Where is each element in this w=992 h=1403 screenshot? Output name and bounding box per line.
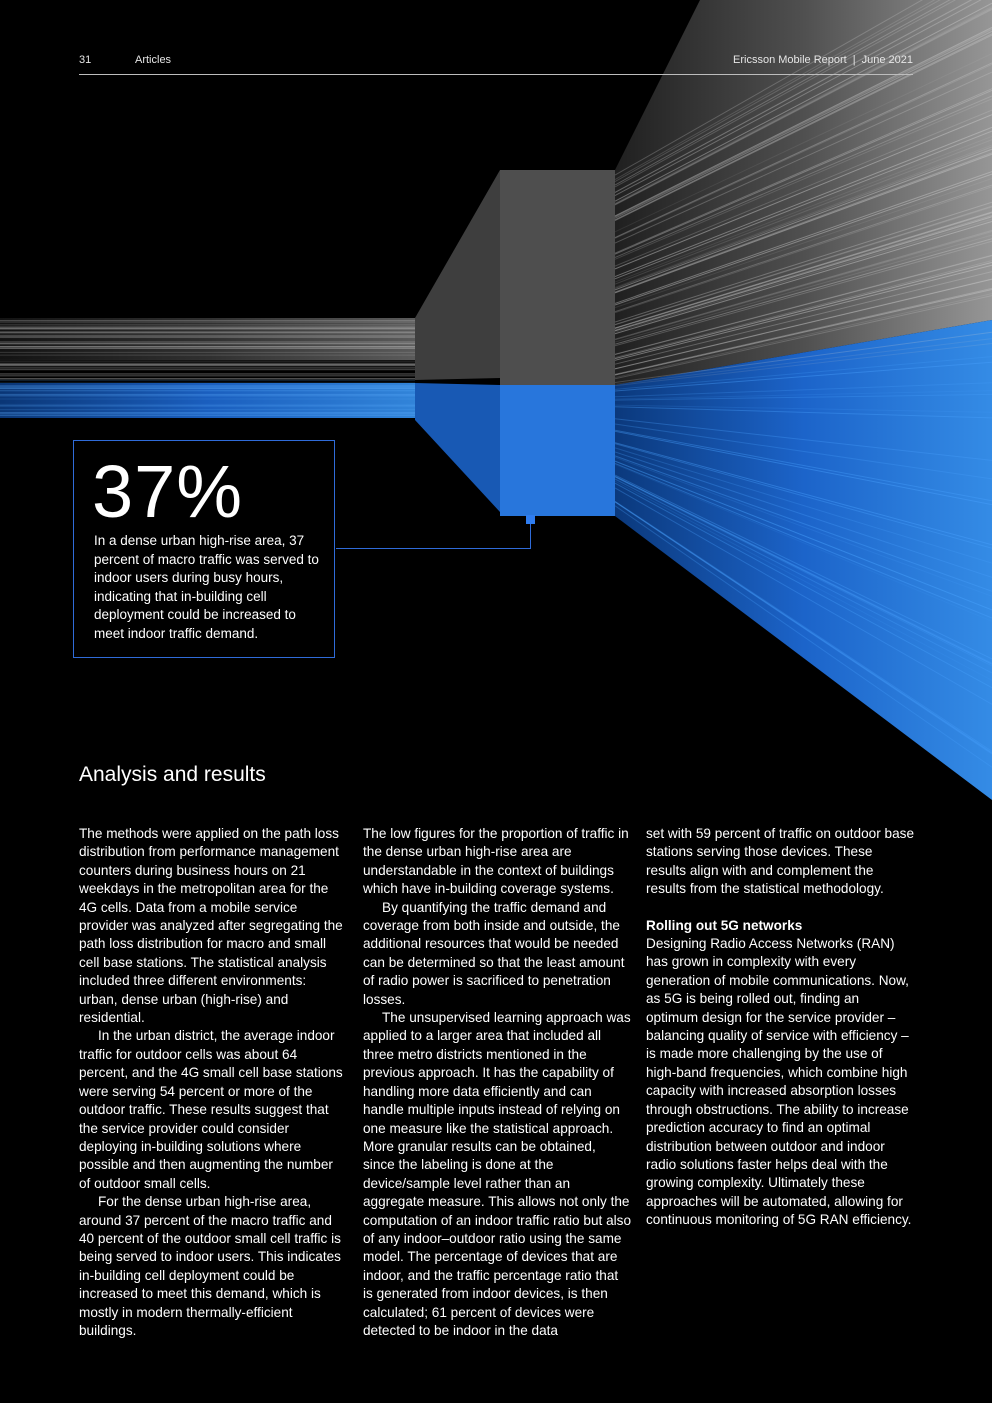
page-number: 31: [79, 54, 92, 66]
section-heading: Analysis and results: [79, 763, 266, 786]
publication-date: June 2021: [861, 54, 913, 66]
paragraph: By quantifying the traffic demand and coverage from both inside and outside, the additional resources that would be needed can be determined so that the least amount of radio power is sacrificed to penetration losses.: [363, 899, 625, 1007]
stat-description: In a dense urban high-rise area, 37 percent of macro traffic was served to indoor users during busy hours, indicating that in-building cell deployment could be increased to meet indoor traffic demand.: [94, 533, 319, 641]
header-separator: |: [852, 54, 856, 66]
text-column-1: [79, 825, 347, 1340]
text-column-2: [363, 825, 631, 1340]
paragraph: The unsupervised learning approach was applied to a larger area that included all three metro districts mentioned in the previous approach. It has the capability of handling more data efficiently and can handle multiple inputs instead of relying on one measure like the statistical approach. More granular results can be obtained, since the labeling is done at the device/sample level rather than an aggregate measure. This allows not only the computation of an indoor traffic ratio but also of any indoor–outdoor ratio using the same model. The percentage of devices that are indoor, and the traffic percentage ratio that is generated from indoor devices, is then calculated; 61 percent of devices were detected to be indoor in the data: [363, 1010, 632, 1338]
text-column-3: [646, 825, 914, 1230]
paragraph: The methods were applied on the path loss distribution from performance management counters during business hours on 21 weekdays in the metropolitan area for the 4G cells. Data from a mobile service provider was analyzed after segregating the path loss distribution for macro and small cell base stations. The statistical analysis included three different environments: urban, dense urban (high-rise) and residential.: [79, 826, 343, 1026]
page-header: [79, 52, 913, 75]
paragraph: Designing Radio Access Networks (RAN) has grown in complexity with every generation of mobile communications. Now, as 5G is being rolled out, finding an optimum design for the service provider – balancing quality of service with efficiency – is made more challenging by the use of high-band frequencies, which combine high capacity with increased absorption losses through obstructions. The ability to increase prediction accuracy to find an optimal distribution between outdoor and indoor radio solutions faster helps deal with the growing complexity. Ultimately these approaches will be automated, allowing for continuous monitoring of 5G RAN efficiency.: [646, 936, 912, 1228]
stat-callout: [73, 440, 335, 658]
paragraph: For the dense urban high-rise area, around 37 percent of the macro traffic and 40 percent of the outdoor small cell traffic is being served to indoor users. This indicates in-building cell deployment could be increased to meet this demand, which is mostly in modern thermally-efficient buildings.: [79, 1194, 341, 1338]
callout-leader-line: [336, 548, 531, 549]
section-label: Articles: [135, 54, 172, 66]
paragraph: set with 59 percent of traffic on outdoor base stations serving those devices. These results align with and complement the results from the statistical methodology.: [646, 826, 915, 897]
paragraph: In the urban district, the average indoor traffic for outdoor cells was about 64 percent, and the 4G small cell base stations were serving 54 percent or more of the outdoor traffic. These results suggest that the service provider could consider deploying in-building solutions where possible and then augmenting the number of outdoor small cells.: [79, 1028, 343, 1191]
publication-info: [733, 54, 913, 66]
callout-marker: [526, 515, 535, 524]
paragraph: The low figures for the proportion of traffic in the dense urban high-rise area are understandable in the context of buildings which have in-building coverage systems.: [363, 826, 629, 897]
callout-leader-line-vertical: [530, 521, 531, 549]
publication-title: Ericsson Mobile Report: [733, 54, 847, 66]
subheading: Rolling out 5G networks: [646, 917, 803, 933]
stat-value: 37%: [92, 450, 244, 533]
